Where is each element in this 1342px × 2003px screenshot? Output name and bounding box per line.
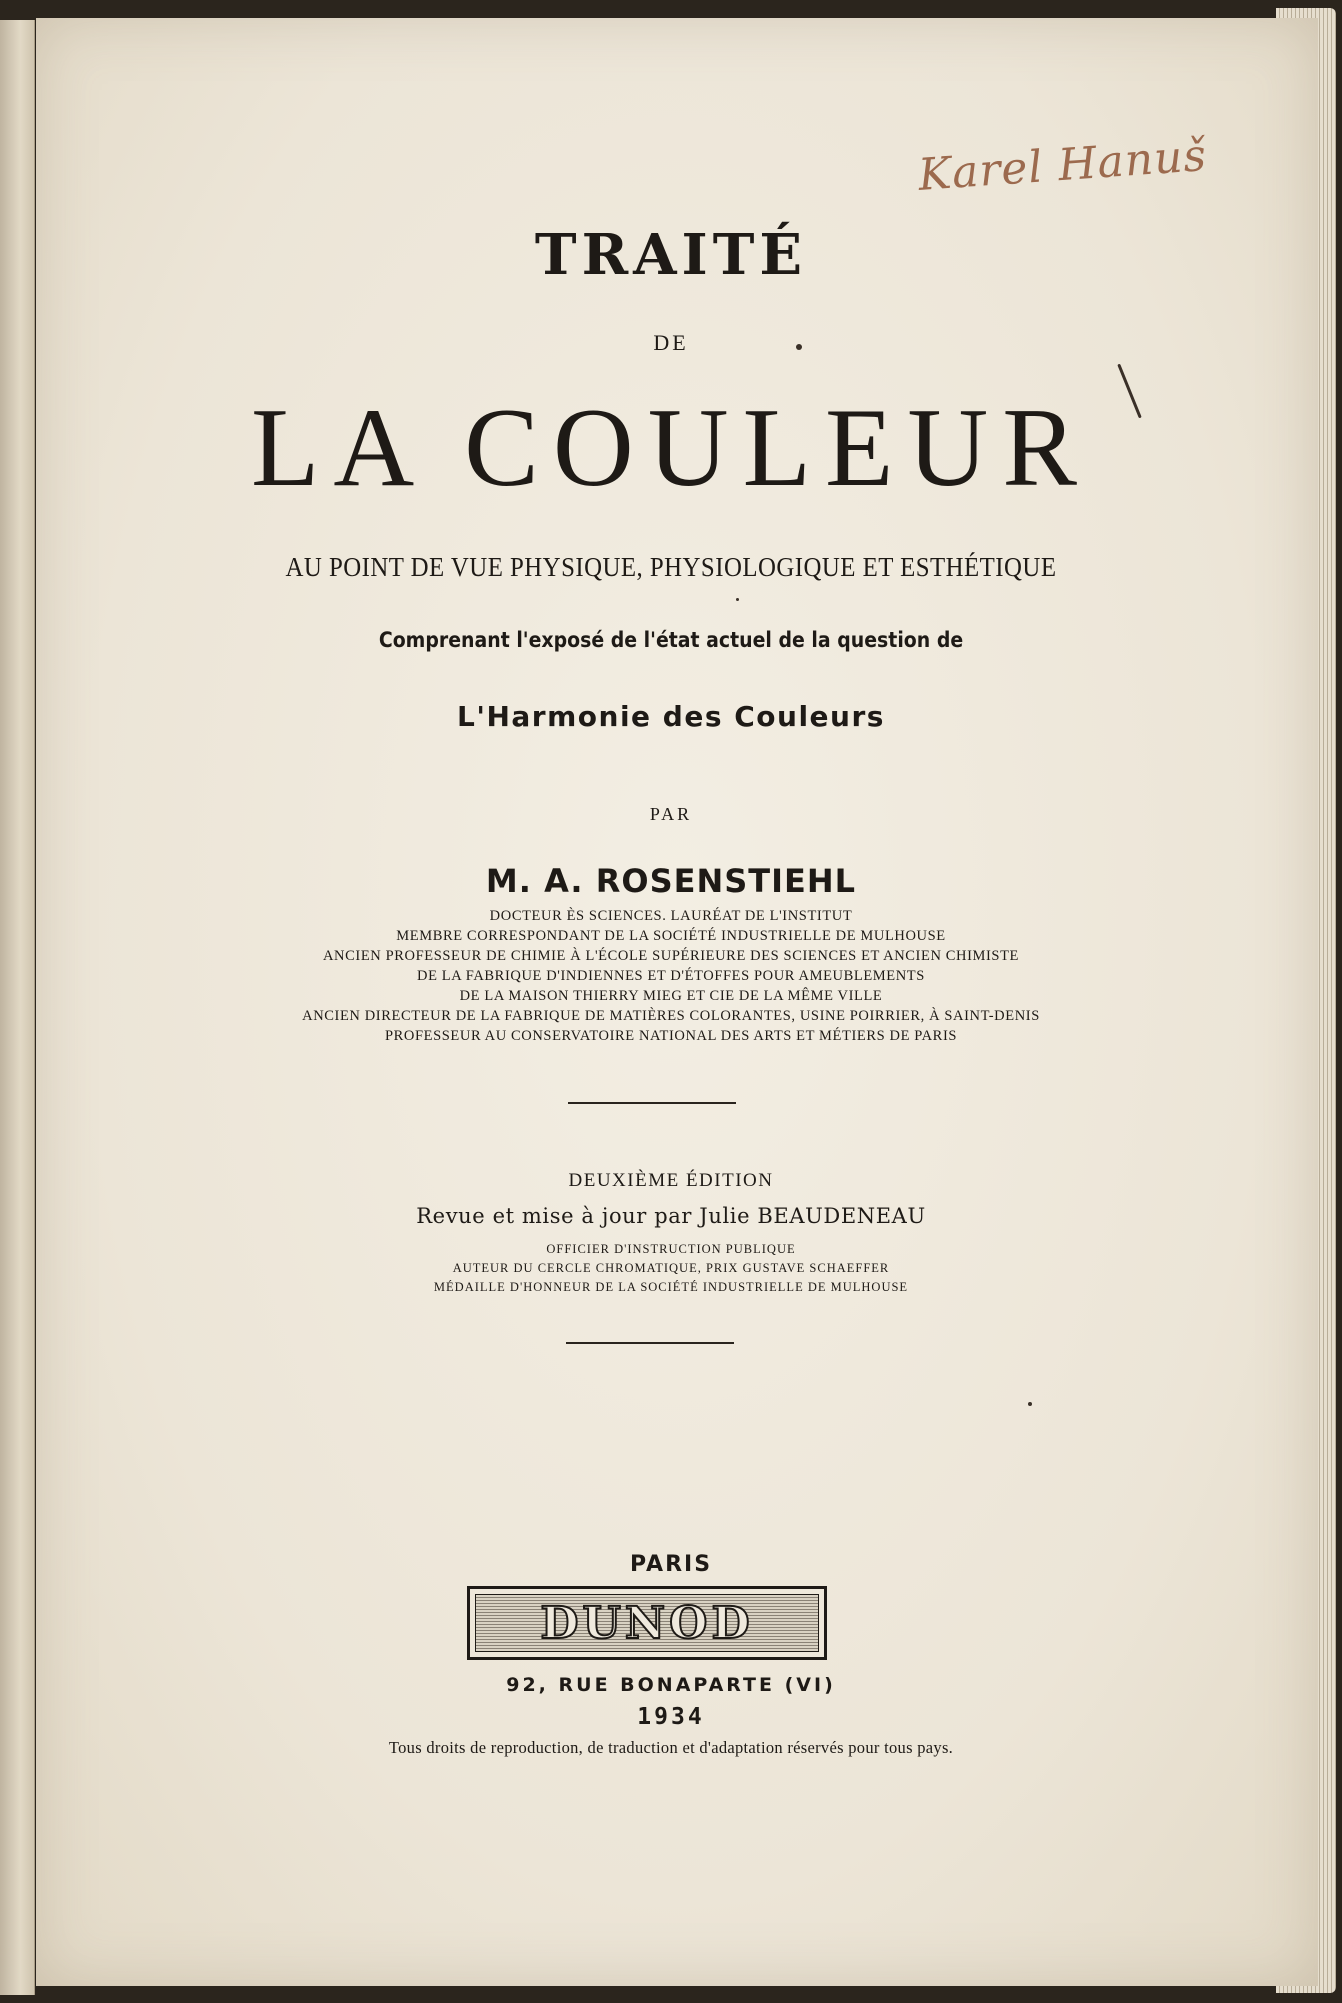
credential-line: DOCTEUR ÈS SCIENCES. LAURÉAT DE L'INSTITUT <box>489 908 853 924</box>
ink-speck <box>1028 1402 1032 1406</box>
publisher-logo-text: DUNOD <box>475 1594 819 1652</box>
rights-notice: Tous droits de reproduction, de traduction et d'adaptation réservés pour tous pays. <box>388 1738 954 1757</box>
title-line-de: DE <box>653 330 689 355</box>
credential-line: MÉDAILLE D'HONNEUR DE LA SOCIÉTÉ INDUSTRIELLE DE MULHOUSE <box>433 1280 909 1294</box>
credential-line: OFFICIER D'INSTRUCTION PUBLIQUE <box>546 1242 796 1256</box>
harmonie-line: L'Harmonie des Couleurs <box>457 700 885 733</box>
divider-rule <box>566 1342 734 1344</box>
credential-line: ANCIEN PROFESSEUR DE CHIMIE À L'ÉCOLE SUPÉRIEURE DES SCIENCES ET ANCIEN CHIMISTE <box>322 948 1020 964</box>
ink-speck <box>736 598 739 601</box>
credential-line: MEMBRE CORRESPONDANT DE LA SOCIÉTÉ INDUSTRIELLE DE MULHOUSE <box>396 928 946 944</box>
publisher-address: 92, RUE BONAPARTE (VI) <box>506 1674 836 1696</box>
credential-line: ANCIEN DIRECTEUR DE LA FABRIQUE DE MATIÈRES COLORANTES, USINE POIRRIER, À SAINT-DENIS <box>302 1008 1040 1024</box>
credential-line: PROFESSEUR AU CONSERVATOIRE NATIONAL DES ARTS ET MÉTIERS DE PARIS <box>384 1028 958 1044</box>
credential-line: AUTEUR DU CERCLE CHROMATIQUE, PRIX GUSTAVE SCHAEFFER <box>452 1261 890 1275</box>
publisher-city: PARIS <box>629 1552 713 1577</box>
edition-label: DEUXIÈME ÉDITION <box>568 1170 774 1191</box>
author-name: M. A. ROSENSTIEHL <box>485 862 857 900</box>
subtitle: AU POINT DE VUE PHYSIQUE, PHYSIOLOGIQUE ET ESTHÉTIQUE <box>285 552 1057 582</box>
credential-line: DE LA FABRIQUE D'INDIENNES ET D'ÉTOFFES POUR AMEUBLEMENTS <box>417 968 925 984</box>
publication-year: 1934 <box>637 1704 705 1730</box>
comprenant-line: Comprenant l'exposé de l'état actuel de la question de <box>378 628 964 652</box>
publisher-logo <box>467 1586 827 1660</box>
handwritten-owner-note: Karel Hanuš <box>916 129 1209 202</box>
title-line-traite: TRAITÉ <box>534 222 808 288</box>
credential-line: DE LA MAISON THIERRY MIEG ET CIE DE LA MÊME VILLE <box>459 988 883 1004</box>
author-credentials <box>0 906 1342 1046</box>
revised-by-line: Revue et mise à jour par Julie BEAUDENEAU <box>416 1204 926 1228</box>
reviser-credentials <box>0 1240 1342 1297</box>
title-line-la-couleur: LA COULEUR <box>251 386 1091 510</box>
divider-rule <box>568 1102 736 1104</box>
par-label: PAR <box>649 804 693 824</box>
